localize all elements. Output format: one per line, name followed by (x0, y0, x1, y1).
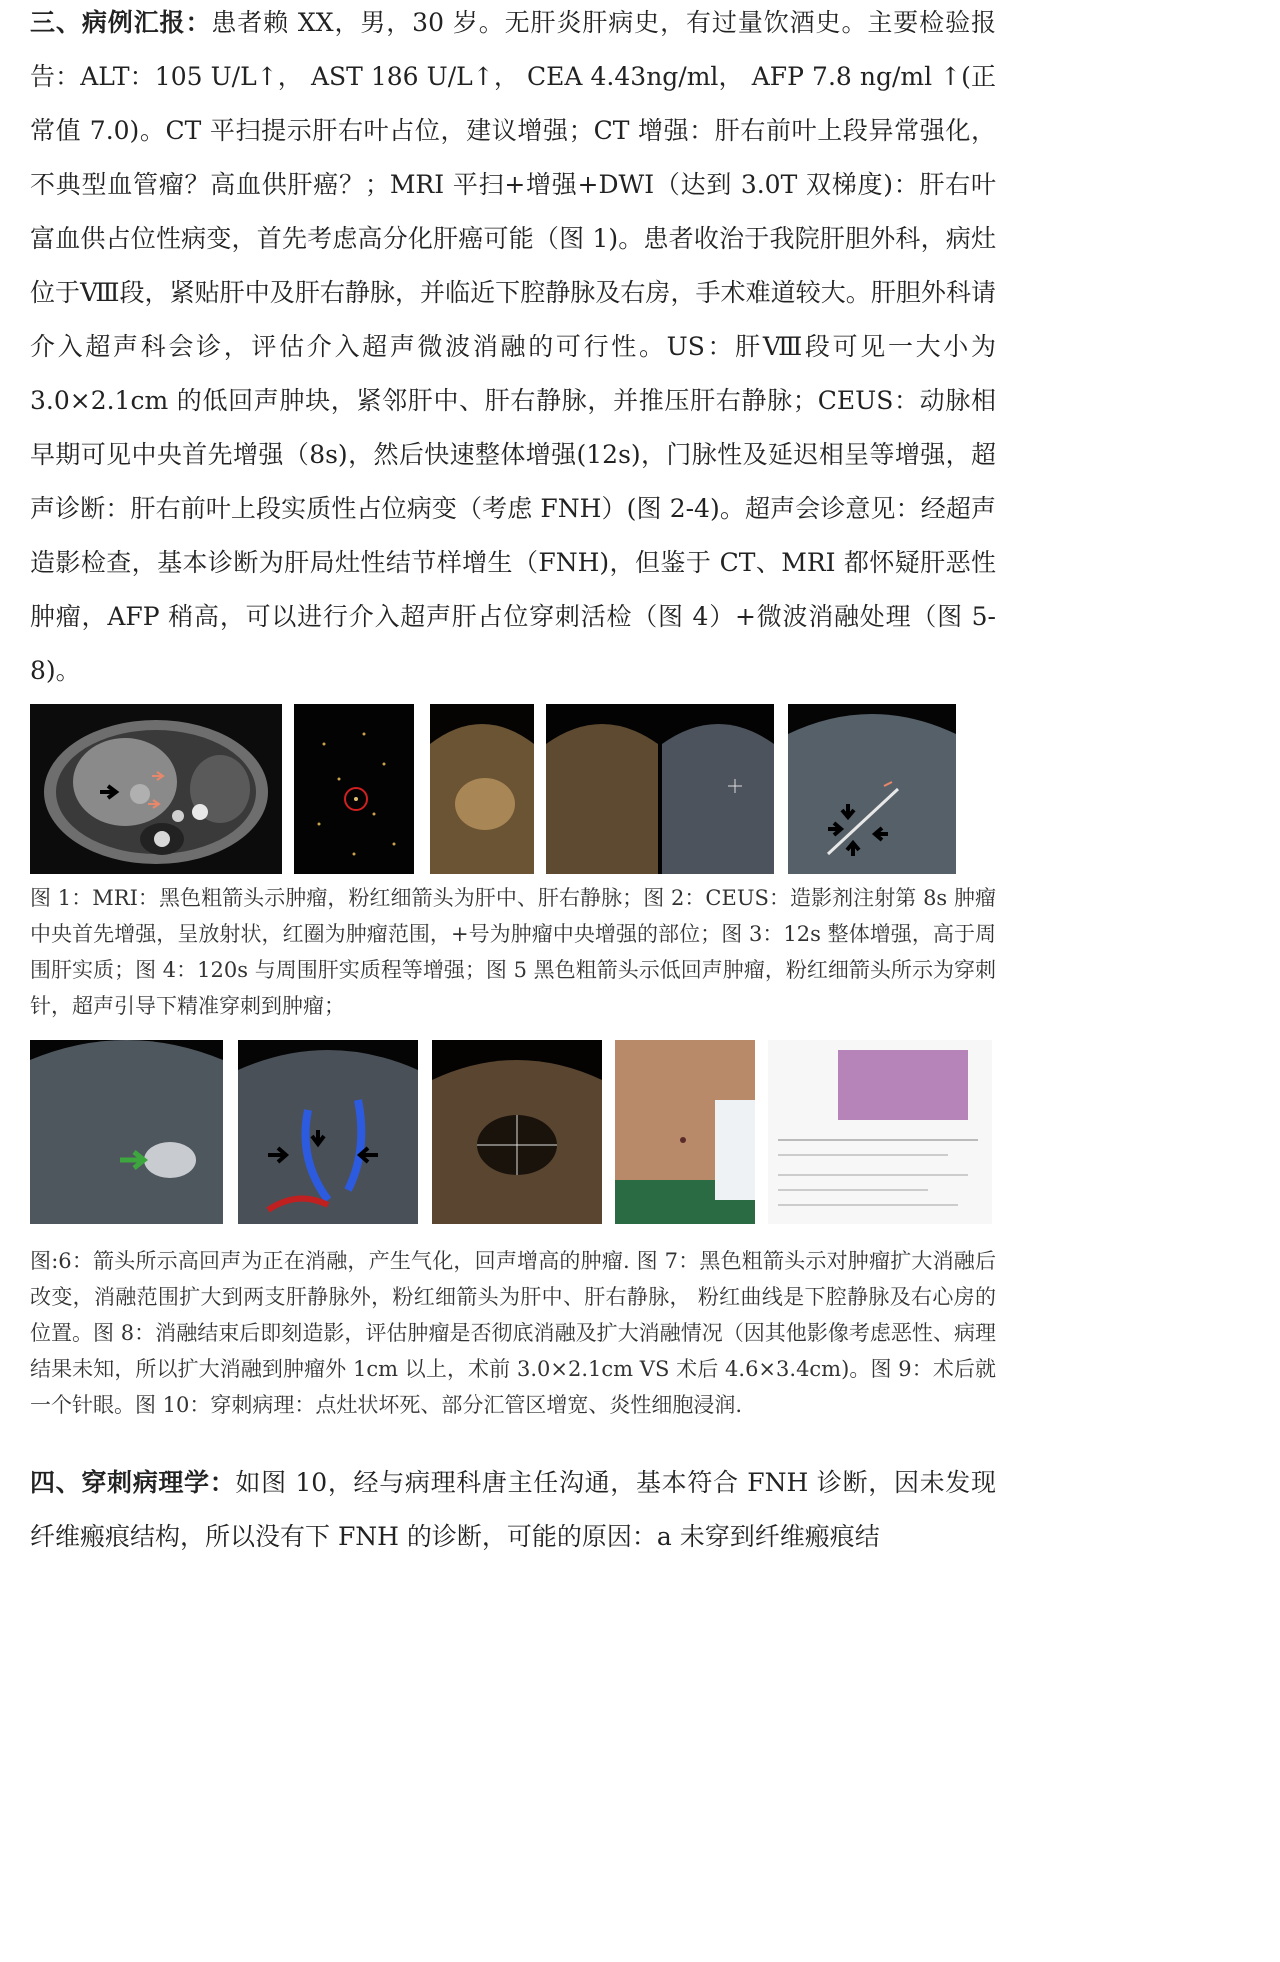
pathology-paragraph (30, 1456, 996, 1564)
section3-body: 患者赖 XX，男，30 岁。无肝炎肝病史，有过量饮酒史。主要检验报告：ALT：105 U/L↑， AST 186 U/L↑， CEA 4.43ng/ml， AFP 7.8 ng/ml ↑(正常值 7.0)。CT 平扫提示肝右叶占位，建议增强；CT 增强：肝右前叶上段异常强化，不典型血管瘤？高血供肝癌？；MRI 平扫+增强+DWI（达到 3.0T 双梯度)：肝右叶富血供占位性病变，首先考虑高分化肝癌可能（图 1)。患者收治于我院肝胆外科，病灶位于Ⅷ段，紧贴肝中及肝右静脉，并临近下腔静脉及右房，手术难道较大。肝胆外科请介入超声科会诊，评估介入超声微波消融的可行性。US：肝Ⅷ段可见一大小为 3.0×2.1cm 的低回声肿块，紧邻肝中、肝右静脉，并推压肝右静脉；CEUS：动脉相早期可见中央首先增强（8s)，然后快速整体增强(12s)，门脉性及延迟相呈等增强，超声诊断：肝右前叶上段实质性占位病变（考虑 FNH）(图 2-4)。超声会诊意见：经超声造影检查，基本诊断为肝局灶性结节样增生（FNH)，但鉴于 CT、MRI 都怀疑肝恶性肿瘤，AFP 稍高，可以进行介入超声肝占位穿刺活检（图 4）+微波消融处理（图 5-8)。 (30, 8, 996, 685)
figure-7-doppler-ultrasound-image (238, 1040, 418, 1224)
figure-8-post-ablation-ceus-image (432, 1040, 602, 1224)
section4-body: 如图 10，经与病理科唐主任沟通，基本符合 FNH 诊断，因未发现纤维瘢痕结构，所以没有下 FNH 的诊断，可能的原因：a 未穿到纤维瘢痕结 (30, 1468, 996, 1551)
section4-heading: 四、穿刺病理学： (30, 1468, 236, 1497)
section3-heading: 三、病例汇报： (30, 8, 212, 37)
figure-9-skin-needle-mark-photo (615, 1040, 755, 1224)
figure-5-puncture-ultrasound-image (788, 704, 956, 874)
figure-10-pathology-report-image (768, 1040, 992, 1224)
figure-2-ceus-8s-image (294, 704, 414, 874)
figure-6-ablation-ultrasound-image (30, 1040, 223, 1224)
figure-caption-1-5: 图 1：MRI：黑色粗箭头示肿瘤，粉红细箭头为肝中、肝右静脉；图 2：CEUS：造影剂注射第 8s 肿瘤中央首先增强，呈放射状，红圈为肿瘤范围，+号为肿瘤中央增强的部位；图 3：12s 整体增强，高于周围肝实质；图 4：120s 与周围肝实质程等增强；图 5 黑色粗箭头示低回声肿瘤，粉红细箭头所示为穿刺针，超声引导下精准穿刺到肿瘤； (30, 886, 996, 1018)
figure-caption-6-10: 图:6：箭头所示高回声为正在消融，产生气化，回声增高的肿瘤. 图 7：黑色粗箭头示对肿瘤扩大消融后改变，消融范围扩大到两支肝静脉外，粉红细箭头为肝中、肝右静脉， 粉红曲线是下腔静脉及右心房的位置。图 8：消融结束后即刻造影，评估肿瘤是否彻底消融及扩大消融情况（因其他影像考虑恶性、病理结果未知，所以扩大消融到肿瘤外 1cm 以上，术前 3.0×2.1cm VS 术后 4.6×3.4cm)。图 9：术后就一个针眼。图 10：穿刺病理：点灶状坏死、部分汇管区增宽、炎性细胞浸润. (30, 1249, 996, 1417)
figure-1-mri-image (30, 704, 282, 874)
case-report-paragraph (30, 0, 996, 698)
figure-4-ceus-120s-image (546, 704, 774, 874)
figure-3-ceus-12s-image (430, 704, 534, 874)
